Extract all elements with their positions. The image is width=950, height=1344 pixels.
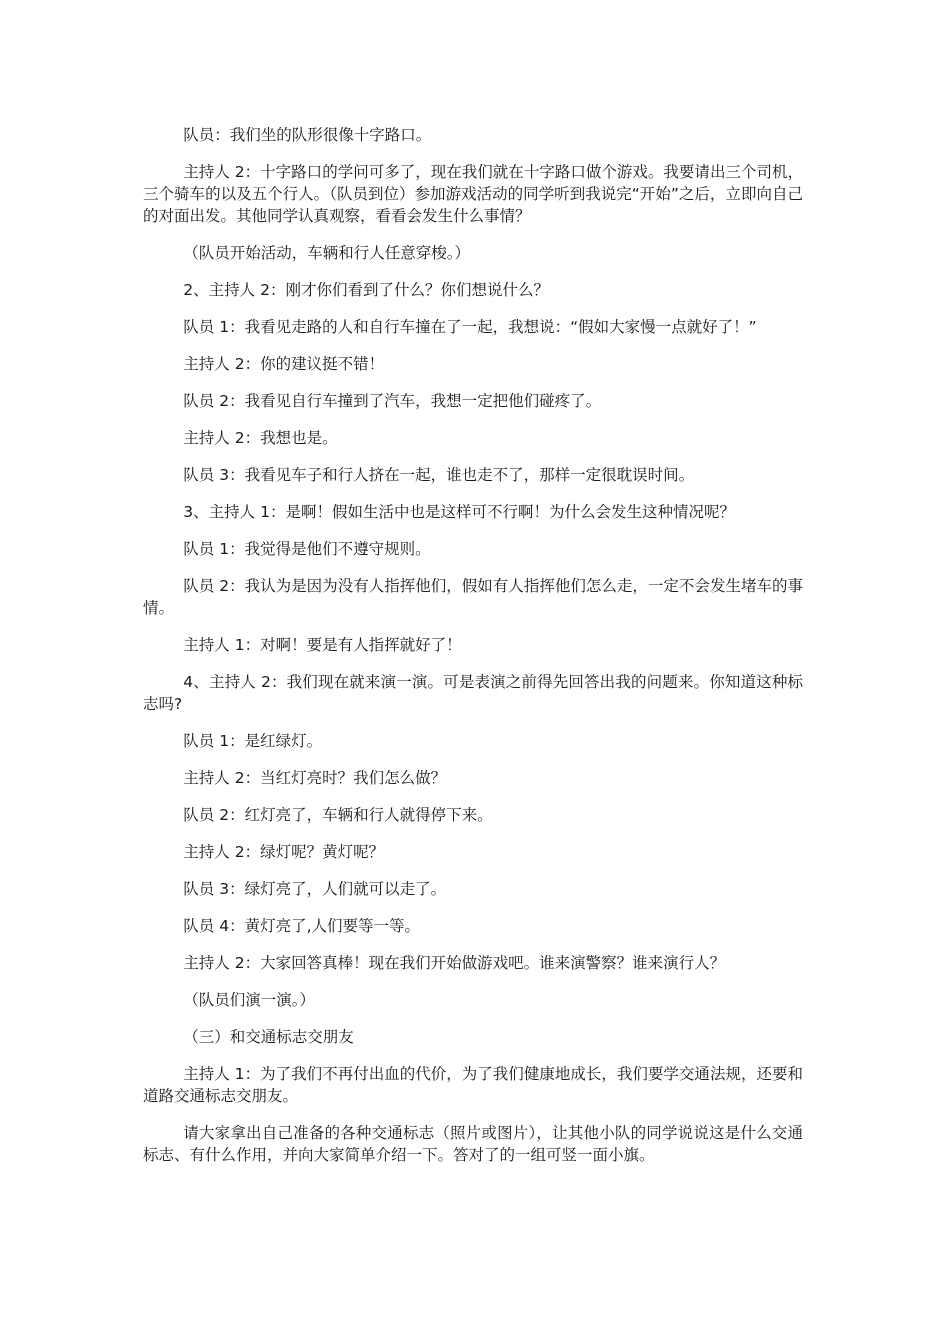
paragraph: 主持人 1：对啊！要是有人指挥就好了！ bbox=[183, 636, 462, 654]
paragraph: 主持人 1：为了我们不再付出血的代价，为了我们健康地成长，我们要学交通法规，还要和道路交通标志交朋友。 bbox=[143, 1065, 803, 1105]
document-body bbox=[143, 124, 803, 1181]
section-heading: （三）和交通标志交朋友 bbox=[183, 1028, 354, 1046]
paragraph: 主持人 2：当红灯亮时？我们怎么做？ bbox=[183, 769, 447, 787]
paragraph: 请大家拿出自己准备的各种交通标志（照片或图片），让其他小队的同学说说这是什么交通标志、有什么作用，并向大家简单介绍一下。答对了的一组可竖一面小旗。 bbox=[143, 1124, 803, 1164]
paragraph: （队员开始活动，车辆和行人任意穿梭。） bbox=[183, 244, 471, 262]
paragraph: 主持人 2：绿灯呢？黄灯呢？ bbox=[183, 843, 385, 861]
paragraph: 4、主持人 2：我们现在就来演一演。可是表演之前得先回答出我的问题来。你知道这种标志吗? bbox=[143, 673, 803, 713]
paragraph: 队员 1：我看见走路的人和自行车撞在了一起，我想说：“假如大家慢一点就好了！” bbox=[183, 318, 757, 336]
paragraph: 主持人 2：你的建议挺不错！ bbox=[183, 355, 385, 373]
paragraph: 主持人 2：大家回答真棒！现在我们开始做游戏吧。谁来演警察？谁来演行人？ bbox=[183, 954, 726, 972]
paragraph: 队员 4：黄灯亮了,人们要等一等。 bbox=[183, 917, 421, 935]
paragraph: 2、主持人 2：刚才你们看到了什么？你们想说什么？ bbox=[183, 281, 549, 299]
paragraph: 队员 3：我看见车子和行人挤在一起，谁也走不了，那样一定很耽误时间。 bbox=[183, 466, 695, 484]
paragraph: 队员 2：我认为是因为没有人指挥他们，假如有人指挥他们怎么走，一定不会发生堵车的事情。 bbox=[143, 577, 803, 617]
paragraph: （队员们演一演。） bbox=[183, 991, 316, 1009]
paragraph: 队员 3：绿灯亮了，人们就可以走了。 bbox=[183, 880, 447, 898]
paragraph: 队员 2：我看见自行车撞到了汽车，我想一定把他们碰疼了。 bbox=[183, 392, 602, 410]
paragraph: 队员 1：我觉得是他们不遵守规则。 bbox=[183, 540, 431, 558]
paragraph: 队员：我们坐的队形很像十字路口。 bbox=[183, 126, 432, 144]
paragraph: 主持人 2：我想也是。 bbox=[183, 429, 338, 447]
paragraph: 队员 2：红灯亮了，车辆和行人就得停下来。 bbox=[183, 806, 493, 824]
paragraph: 主持人 2：十字路口的学问可多了，现在我们就在十字路口做个游戏。我要请出三个司机，三个骑车的以及五个行人。（队员到位）参加游戏活动的同学听到我说完“开始”之后，立即向自己的对面出发。其他同学认真观察，看看会发生什么事情？ bbox=[143, 163, 803, 225]
paragraph: 队员 1：是红绿灯。 bbox=[183, 732, 323, 750]
paragraph: 3、主持人 1：是啊！假如生活中也是这样可不行啊！为什么会发生这种情况呢？ bbox=[183, 503, 735, 521]
